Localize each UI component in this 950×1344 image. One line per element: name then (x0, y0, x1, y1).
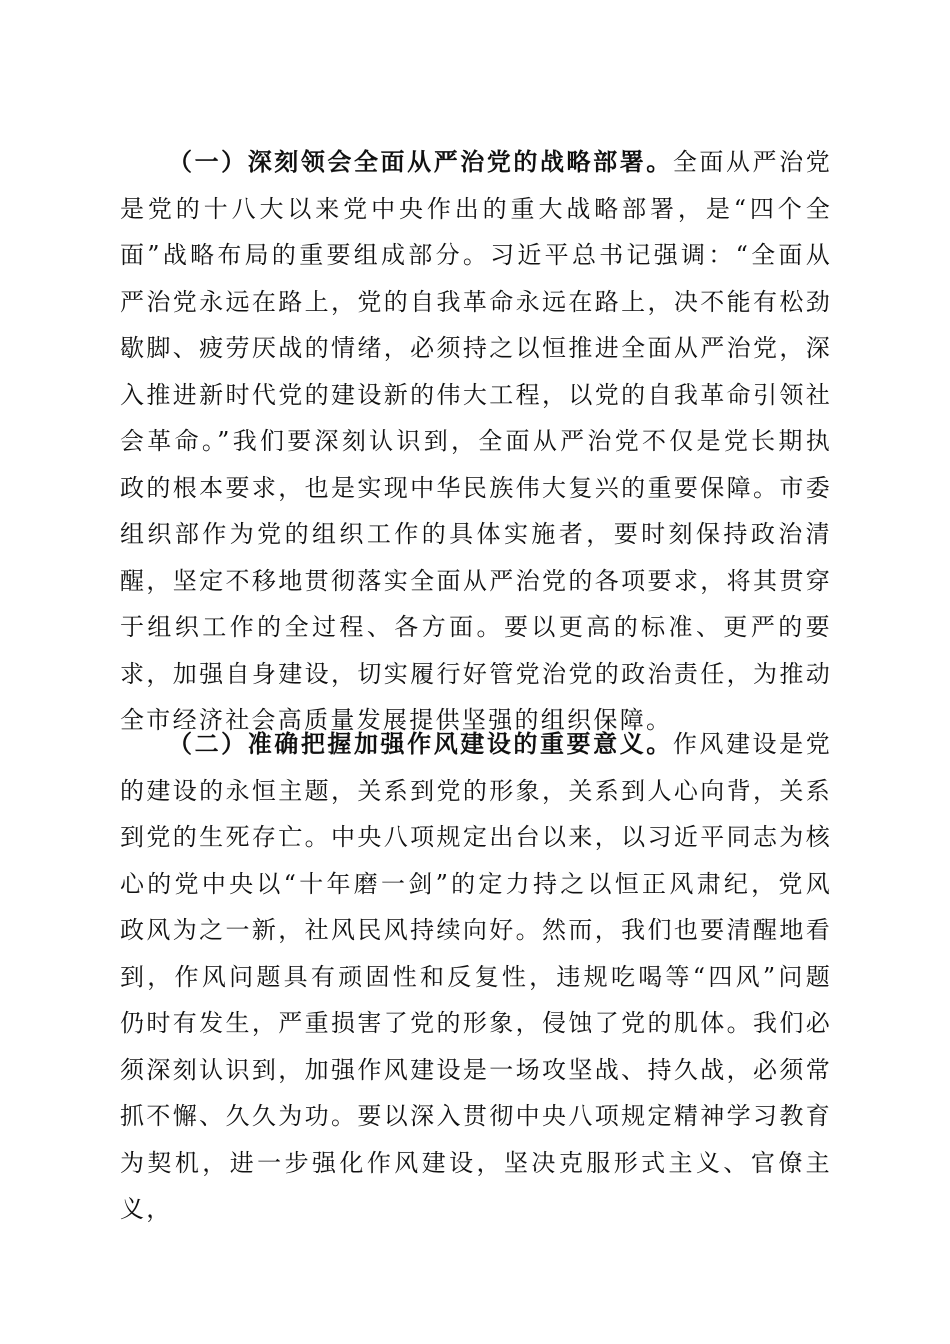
paragraph-1-heading: （一）深刻领会全面从严治党的战略部署。 (168, 148, 673, 176)
paragraph-1-body: 全面从严治党是党的十八大以来党中央作出的重大战略部署，是“四个全面”战略布局的重要组成部分。习近平总书记强调：“全面从严治党永远在路上，党的自我革命永远在路上，决不能有松劲歇脚、疲劳厌战的情绪，必须持之以恒推进全面从严治党，深入推进新时代党的建设新的伟大工程，以党的自我革命引领社会革命。”我们要深刻认识到，全面从严治党不仅是党长期执政的根本要求，也是实现中华民族伟大复兴的重要保障。市委组织部作为党的组织工作的具体实施者，要时刻保持政治清醒，坚定不移地贯彻落实全面从严治党的各项要求，将其贯穿于组织工作的全过程、各方面。要以更高的标准、更严的要求，加强自身建设，切实履行好管党治党的政治责任，为推动全市经济社会高质量发展提供坚强的组织保障。 (120, 148, 832, 734)
paragraph-1 (120, 139, 832, 744)
paragraph-2 (120, 721, 832, 1233)
paragraph-2-heading: （二）准确把握加强作风建设的重要意义。 (168, 730, 673, 758)
paragraph-2-body: 作风建设是党的建设的永恒主题，关系到党的形象，关系到人心向背，关系到党的生死存亡。中央八项规定出台以来，以习近平同志为核心的党中央以“十年磨一剑”的定力持之以恒正风肃纪，党风政风为之一新，社风民风持续向好。然而，我们也要清醒地看到，作风问题具有顽固性和反复性，违规吃喝等“四风”问题仍时有发生，严重损害了党的形象，侵蚀了党的肌体。我们必须深刻认识到，加强作风建设是一场攻坚战、持久战，必须常抓不懈、久久为功。要以深入贯彻中央八项规定精神学习教育为契机，进一步强化作风建设，坚决克服形式主义、官僚主义， (120, 730, 832, 1223)
